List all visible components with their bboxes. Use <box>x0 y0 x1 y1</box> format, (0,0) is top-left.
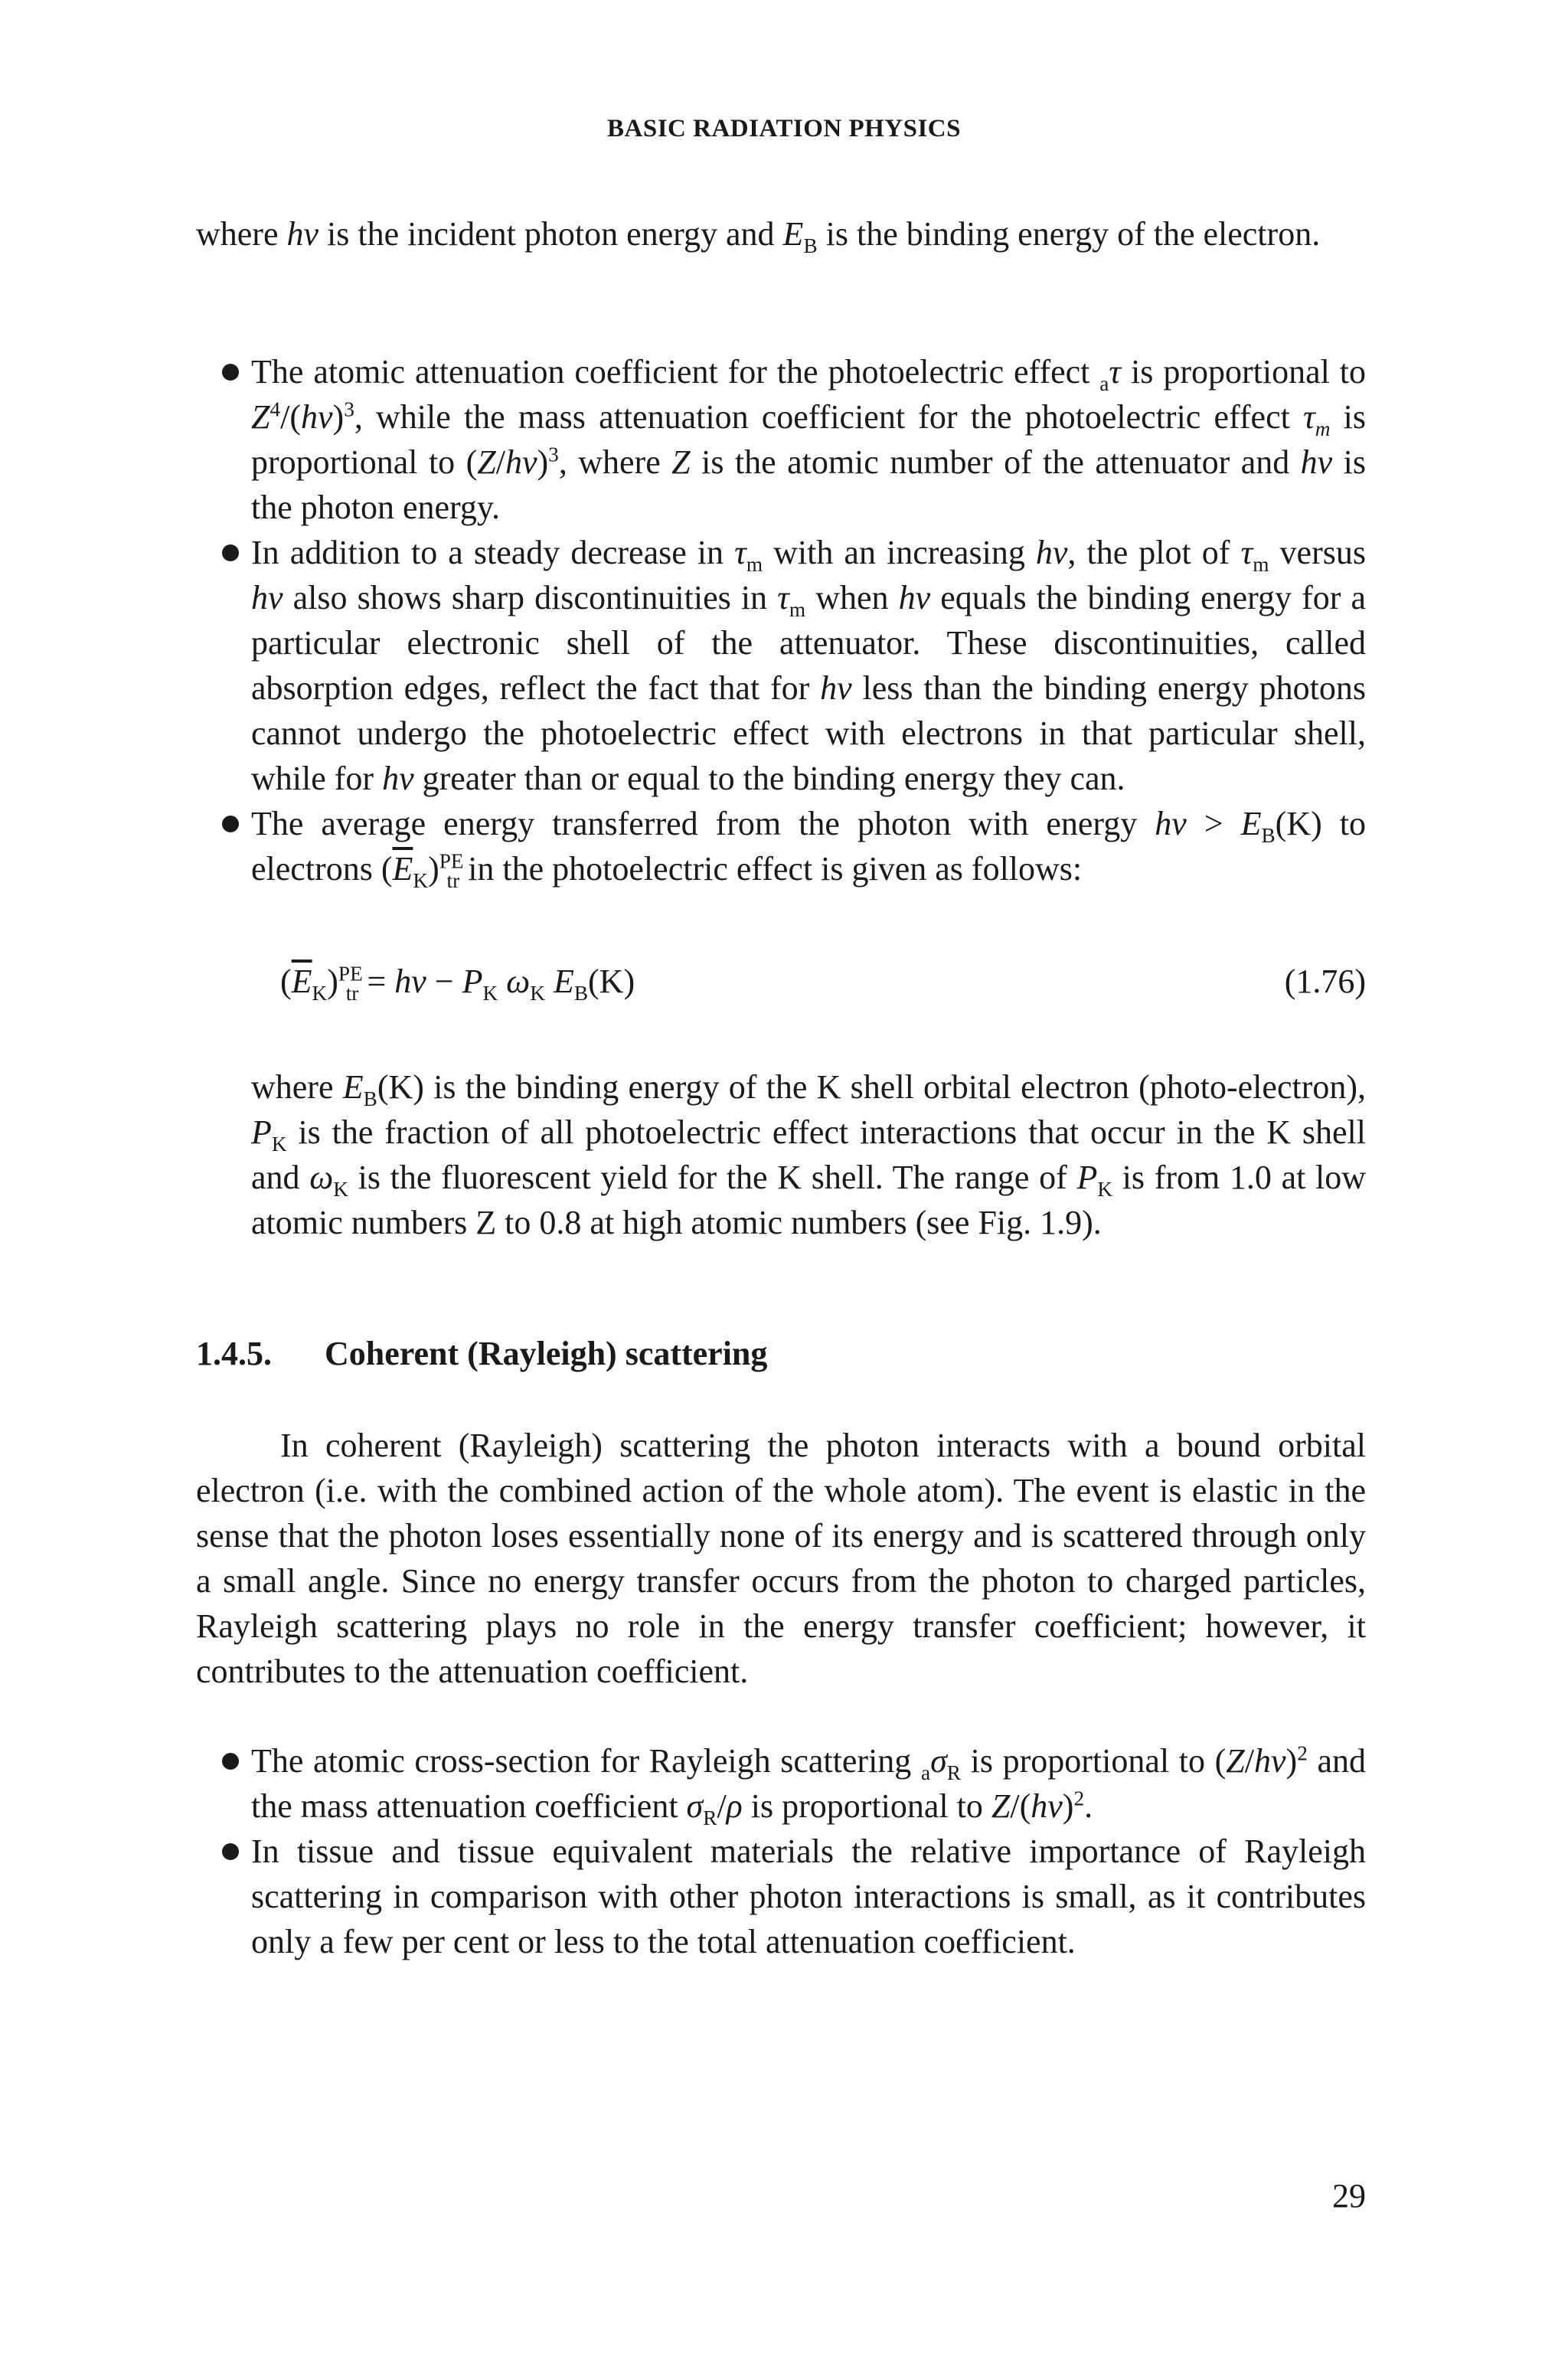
bullet-dot-icon <box>222 816 239 832</box>
bullet-average-energy: The average energy transferred from the photon with energy $h\nu > E_B(K)$ to electrons $(\overline{E}_K)^{PE}_{tr}$ in the photoelectric effect is given as follows: <box>251 801 1366 891</box>
bullet-rayleigh-tissue <box>251 1829 1366 1964</box>
bullet-rayleigh-tissue-text: In tissue and tissue equivalent materials the relative importance of Rayleigh scattering in comparison with other photon interactions is small, as it contributes only a few per cent or less to the total attenuation coefficient. <box>251 1833 1366 1960</box>
bullet-dot-icon <box>222 364 239 381</box>
rayleigh-paragraph: In coherent (Rayleigh) scattering the photon interacts with a bound orbital electron (i.e. with the combined action of the whole atom). The event is elastic in the sense that the photon loses essentially none of its energy and is scattered through only a small angle. Since no energy transfer occurs from the photon to charged particles, Rayleigh scattering plays no role in the energy transfer coefficient; however, it contributes to the attenuation coefficient. <box>196 1427 1366 1690</box>
intro-paragraph: where hν is the incident photon energy and $E_B$ is the binding energy of the electron. <box>196 215 1321 257</box>
bullet-dot-icon <box>222 1753 239 1770</box>
pk-range-text: is from 1.0 at low atomic numbers Z to 0.8 at high atomic numbers (see Fig. 1.9). <box>251 1159 1366 1241</box>
bullet-dot-icon <box>222 544 239 561</box>
where-paragraph: where $E_B(K)$ is the binding energy of the K shell orbital electron (photo-electron), $P_K$ is the fraction of all photoelectric effect interactions that occur in the K shell and $\omega_K$ is the fluorescent yield for the K shell. The range of $P_K$ is from 1.0 at low atomic numbers Z to 0.8 at high atomic numbers (see Fig. 1.9). <box>251 1068 1366 1241</box>
bullet-atomic-attenuation: The atomic attenuation coefficient for the photoelectric effect $_a$τ is proportional to $Z^4/(h\nu)^3$, while the mass attenuation coefficient for the photoelectric effect $\tau_m$ is proportional to $(Z/h\nu)^3$, where Z is the atomic number of the attenuator and hν is the photon energy. <box>251 349 1366 530</box>
section-number: 1.4.5. <box>196 1335 272 1372</box>
equation-body: $(\overline{E}_K)^{PE}_{tr} = h\nu - P_K$ $\omega_K$ $E_B(K)$ <box>280 962 635 1005</box>
section-heading <box>196 1334 767 1373</box>
equation-number: (1.76) <box>1284 963 1366 1000</box>
bullet-rayleigh-cross-section: The atomic cross-section for Rayleigh scattering $_a\sigma_R$ is proportional to $(Z/h\nu)^2$ and the mass attenuation coefficient $\sigma_R/\rho$ is proportional to $Z/(h\nu)^2$. <box>251 1738 1366 1829</box>
bullet-dot-icon <box>222 1843 239 1860</box>
running-header: BASIC RADIATION PHYSICS <box>607 115 961 142</box>
rayleigh-bullet-list <box>251 1738 1366 1964</box>
photoelectric-bullet-list <box>251 349 1366 891</box>
section-title: Coherent (Rayleigh) scattering <box>325 1335 768 1372</box>
bullet-absorption-edges: In addition to a steady decrease in $\tau_m$ with an increasing hν, the plot of $\tau_m$ versus hν also shows sharp discontinuities in $\tau_m$ when hν equals the binding energy for a particular electronic shell of the attenuator. These discontinuities, called absorption edges, reflect the fact that for hν less than the binding energy photons cannot undergo the photoelectric effect with electrons in that particular shell, while for hν greater than or equal to the binding energy they can. <box>251 530 1366 801</box>
page-number: 29 <box>1332 2177 1366 2215</box>
equation-1-76 <box>280 959 1366 1004</box>
